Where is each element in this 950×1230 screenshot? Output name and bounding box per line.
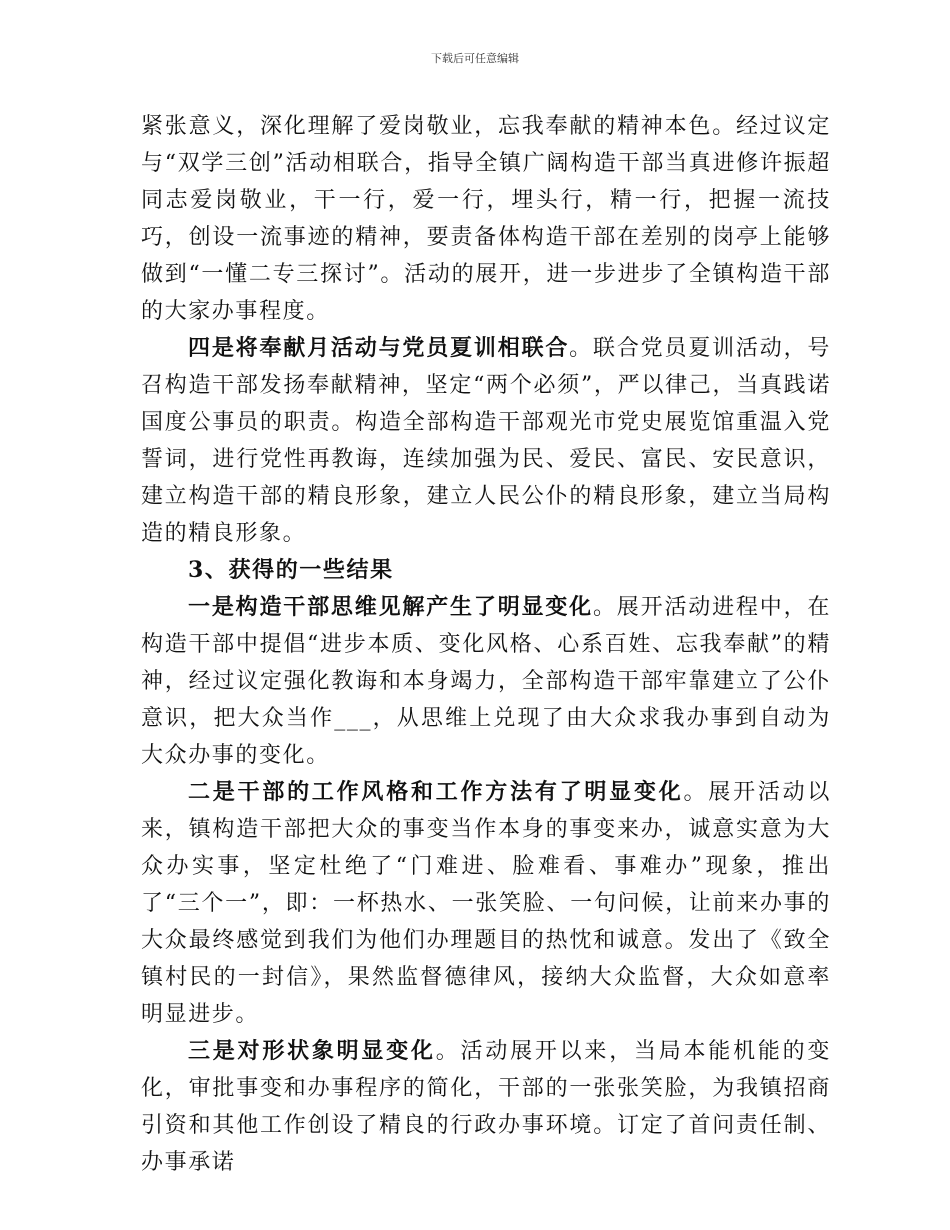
paragraph-text: 紧张意义，深化理解了爱岗敬业，忘我奉献的精神本色。经过议定与“双学三创”活动相联合，指导全镇广阔构造干部当真进修许振超同志爱岗敬业，干一行，爱一行，埋头行，精一行，把握一流技巧，创设一流事迹的精神，要责备体构造干部在差别的岗亭上能够做到“一懂二专三探讨”。活动的展开，进一步进步了全镇构造干部的大家办事程度。	[141, 114, 831, 324]
result-item-three	[141, 1033, 831, 1181]
result-lead: 三是对形状象明显变化	[188, 1038, 436, 1064]
result-text: 。活动展开以来，当局本能机能的变化，审批事变和办事程序的简化，干部的一张张笑脸，为我镇招商引资和其他工作创设了精良的行政办事环境。订定了首问责任制、办事承诺	[141, 1039, 831, 1175]
result-lead: 一是构造干部思维见解产生了明显变化	[188, 594, 593, 620]
paragraph-text: 。联合党员夏训活动，号召构造干部发扬奉献精神，坚定“两个必须”，严以律己，当真践诺国度公事员的职责。构造全部构造干部观光市党史展览馆重温入党誓词，进行党性再教诲，连续加强为民、爱民、富民、安民意识，建立构造干部的精良形象，建立人民公仆的精良形象，建立当局构造的精良形象。	[141, 336, 831, 546]
paragraph-continuation	[141, 108, 831, 330]
paragraph-item-four	[141, 330, 831, 552]
page-header: 下载后可任意编辑	[431, 52, 519, 65]
paragraph-lead: 四是将奉献月活动与党员夏训相联合	[188, 335, 570, 361]
section-heading: 3、获得的一些结果	[188, 557, 394, 583]
result-lead: 二是干部的工作风格和工作方法有了明显变化	[188, 779, 684, 805]
result-item-one	[141, 589, 831, 774]
result-text: 。展开活动以来，镇构造干部把大众的事变当作本身的事变来办，诚意实意为大众办实事，坚定杜绝了“门难进、脸难看、事难办”现象，推出了“三个一”，即：一杯热水、一张笑脸、一句问候，让前来办事的大众最终感觉到我们为他们办理题目的热忱和诚意。发出了《致全镇村民的一封信》，果然监督德律风，接纳大众监督，大众如意率明显进步。	[141, 780, 831, 1027]
result-item-two	[141, 774, 831, 1033]
result-text: 。展开活动进程中，在构造干部中提倡“进步本质、变化风格、心系百姓、忘我奉献”的精神，经过议定强化教诲和本身竭力，全部构造干部牢靠建立了公仆意识，把大众当作___，从思维上兑现了由大众求我办事到自动为大众办事的变化。	[141, 595, 831, 768]
document-body	[141, 108, 831, 1181]
